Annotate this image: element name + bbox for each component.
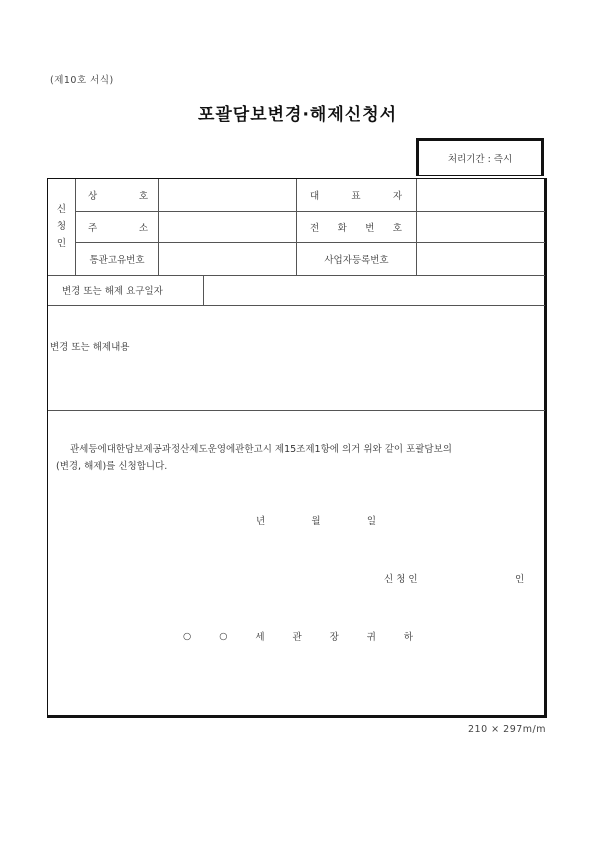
company-name-label: 상 호 [88,191,148,202]
company-name-field[interactable] [159,180,295,210]
declaration-text: 관세등에대한담보제공과정산제도운영에관한고시 제15조제1항에 의거 위와 같이 포괄담보의 (변경, 해제)를 신청합니다. [56,444,452,472]
request-date-field[interactable] [204,276,544,304]
customs-code-label: 통관고유번호 [89,254,145,266]
processing-period: 처리기간 : 즉시 [447,154,513,165]
business-reg-label: 사업자등록번호 [324,254,389,266]
paper-size: 210 × 297m/m [468,724,546,735]
page-title: 포괄담보변경·해제신청서 [197,105,398,125]
row-divider [48,305,545,306]
business-reg-field[interactable] [417,243,544,274]
form-number: (제10호 서식) [50,75,114,86]
row-divider [48,410,545,411]
content-label: 변경 또는 해제내용 [50,342,130,353]
request-date-label: 변경 또는 해제 요구일자 [62,286,163,297]
addressee-line: ○ ○ 세 관 장 귀 하 [183,630,413,643]
form-frame [47,178,547,718]
address-field[interactable] [159,212,295,241]
applicant-section-label: 신 청 인 [56,204,67,249]
address-label: 주 소 [88,222,148,234]
content-field[interactable] [50,357,544,409]
representative-label: 대 표 자 [310,191,402,202]
phone-field[interactable] [417,212,544,241]
processing-period-box [416,138,544,176]
date-line: 년 월 일 [256,516,376,527]
phone-label: 전 화 번 호 [310,222,402,234]
applicant-signature-label: 신 청 인 [384,574,418,585]
representative-field[interactable] [417,180,544,210]
customs-code-field[interactable] [159,243,295,274]
seal-mark: 인 [515,574,525,585]
